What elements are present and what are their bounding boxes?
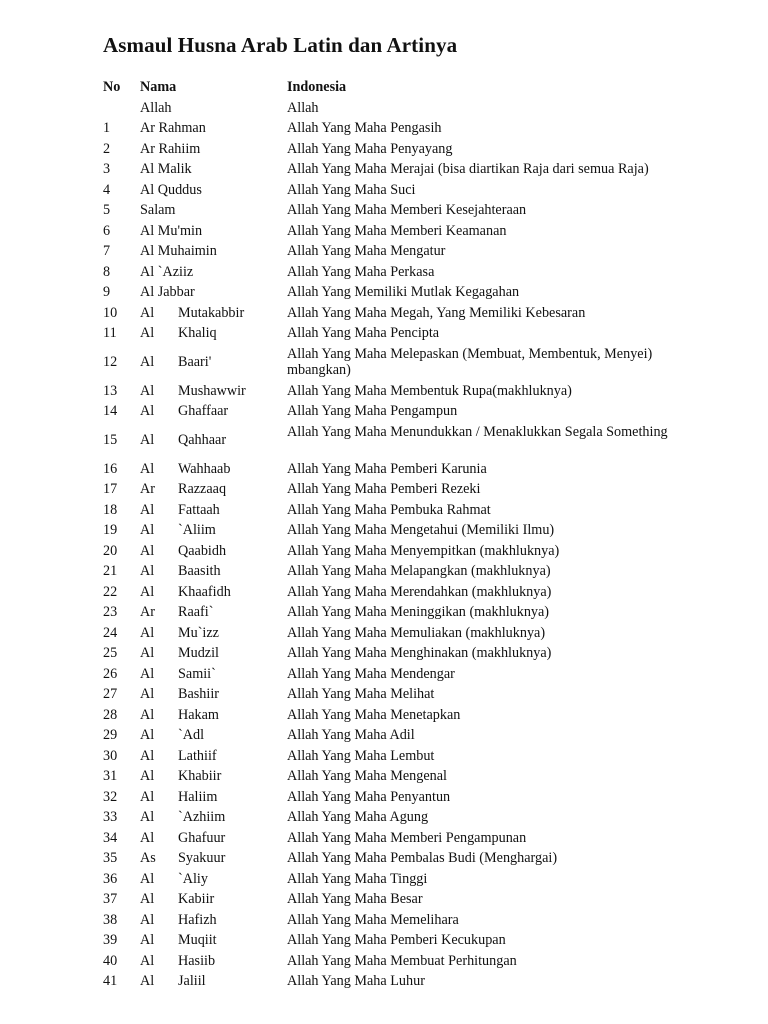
indonesian-meaning: Allah Yang Maha Besar bbox=[287, 891, 423, 907]
row-number: 12 bbox=[103, 353, 118, 370]
name-latin: Al `Aziiz bbox=[140, 263, 194, 280]
name-prefix: Al bbox=[140, 870, 155, 887]
row-number: 14 bbox=[103, 403, 118, 419]
row-number: 21 bbox=[103, 563, 118, 579]
table-row bbox=[103, 889, 733, 910]
table-row bbox=[103, 869, 733, 890]
row-number: 17 bbox=[103, 481, 118, 497]
indonesian-meaning: Allah Yang Maha Memelihara bbox=[287, 911, 459, 928]
table-row bbox=[103, 422, 733, 459]
row-number: 18 bbox=[103, 501, 118, 518]
name-prefix: Al bbox=[140, 403, 155, 419]
indonesian-meaning: Allah Yang Maha Memberi Kesejahteraan bbox=[287, 202, 527, 218]
table-row bbox=[103, 344, 733, 381]
indonesian-meaning: Allah Yang Maha Pembuka Rahmat bbox=[287, 501, 491, 518]
row-number: 38 bbox=[103, 911, 118, 928]
name-prefix: Al bbox=[140, 542, 155, 559]
row-number: 6 bbox=[103, 222, 111, 239]
name-prefix: Al bbox=[140, 768, 155, 784]
row-number: 31 bbox=[103, 768, 118, 784]
indonesian-meaning: Allah Yang Maha Pembalas Budi (Menghargai) bbox=[287, 850, 558, 866]
name-main: Bashiir bbox=[178, 686, 219, 702]
indonesian-meaning: Allah Yang Maha Pemberi Rezeki bbox=[287, 481, 481, 497]
name-prefix: Al bbox=[140, 809, 155, 825]
table-row bbox=[103, 828, 733, 849]
row-number: 25 bbox=[103, 645, 118, 661]
name-prefix: Al bbox=[140, 304, 155, 321]
row-number: 35 bbox=[103, 850, 118, 866]
table-row bbox=[103, 282, 733, 303]
indonesian-meaning: Allah Yang Maha Tinggi bbox=[287, 870, 428, 887]
name-prefix: Al bbox=[140, 522, 155, 538]
name-main: Qaabidh bbox=[178, 542, 227, 559]
name-prefix: Al bbox=[140, 645, 155, 661]
indonesian-meaning: Allah Yang Maha Mengenal bbox=[287, 768, 447, 784]
name-prefix: Al bbox=[140, 583, 155, 600]
table-row bbox=[103, 221, 733, 242]
name-latin: Al Jabbar bbox=[140, 284, 195, 300]
name-main: Syakuur bbox=[178, 850, 226, 866]
table-row bbox=[103, 787, 733, 808]
table-row bbox=[103, 930, 733, 951]
table-row bbox=[103, 200, 733, 221]
row-number: 33 bbox=[103, 809, 118, 825]
row-number: 20 bbox=[103, 542, 118, 559]
table-row bbox=[103, 684, 733, 705]
row-number: 8 bbox=[103, 263, 111, 280]
name-main: Khabiir bbox=[178, 768, 222, 784]
indonesian-meaning: Allah Yang Maha Mengatur bbox=[287, 243, 446, 259]
name-main: Ghaffaar bbox=[178, 403, 229, 419]
table-body bbox=[103, 98, 733, 992]
name-prefix: Al bbox=[140, 973, 155, 989]
row-number: 29 bbox=[103, 727, 118, 743]
name-prefix: Al bbox=[140, 932, 155, 948]
header-indonesia: Indonesia bbox=[287, 79, 347, 95]
name-main: Baasith bbox=[178, 563, 221, 579]
row-number: 11 bbox=[103, 325, 117, 341]
row-number: 28 bbox=[103, 706, 118, 723]
indonesian-meaning: Allah Yang Maha Merajai (bisa diartikan Raja dari semua Raja) bbox=[287, 161, 649, 177]
table-row bbox=[103, 971, 733, 992]
indonesian-meaning: Allah Yang Maha Adil bbox=[287, 727, 415, 743]
row-number: 9 bbox=[103, 284, 111, 300]
row-number: 22 bbox=[103, 583, 118, 600]
name-prefix: Al bbox=[140, 727, 155, 743]
name-main: Muqiit bbox=[178, 932, 217, 948]
row-number: 27 bbox=[103, 686, 118, 702]
names-table bbox=[103, 77, 733, 992]
row-number: 19 bbox=[103, 522, 118, 538]
row-number: 16 bbox=[103, 460, 118, 477]
table-row bbox=[103, 520, 733, 541]
name-prefix: Al bbox=[140, 382, 155, 399]
row-number: 1 bbox=[103, 120, 111, 136]
name-main: Khaliq bbox=[178, 325, 217, 341]
indonesian-meaning: Allah bbox=[287, 99, 319, 116]
row-number: 32 bbox=[103, 788, 118, 805]
table-row bbox=[103, 262, 733, 283]
indonesian-meaning: Allah Yang Maha Lembut bbox=[287, 747, 435, 764]
table-row bbox=[103, 241, 733, 262]
indonesian-meaning: Allah Yang Maha Luhur bbox=[287, 973, 425, 989]
name-main: Mutakabbir bbox=[178, 304, 245, 321]
table-row bbox=[103, 725, 733, 746]
name-prefix: Al bbox=[140, 353, 155, 370]
row-number: 24 bbox=[103, 624, 118, 641]
name-latin: Salam bbox=[140, 202, 176, 218]
name-prefix: Al bbox=[140, 460, 155, 477]
row-number: 3 bbox=[103, 161, 111, 177]
indonesian-meaning: Allah Yang Maha Menetapkan bbox=[287, 706, 461, 723]
table-row bbox=[103, 623, 733, 644]
name-main: Baari' bbox=[178, 353, 212, 370]
row-number: 4 bbox=[103, 181, 111, 198]
row-number: 36 bbox=[103, 870, 118, 887]
table-row bbox=[103, 951, 733, 972]
name-prefix: As bbox=[140, 850, 156, 866]
name-latin: Al Malik bbox=[140, 161, 192, 177]
table-row bbox=[103, 664, 733, 685]
indonesian-meaning: Allah Yang Maha Mendengar bbox=[287, 665, 455, 682]
name-main: Jaliil bbox=[178, 973, 206, 989]
table-row bbox=[103, 139, 733, 160]
table-row bbox=[103, 303, 733, 324]
table-row bbox=[103, 766, 733, 787]
name-main: Lathiif bbox=[178, 747, 217, 764]
table-row bbox=[103, 500, 733, 521]
header-name: Nama bbox=[140, 79, 177, 95]
row-number: 37 bbox=[103, 891, 118, 907]
table-row bbox=[103, 705, 733, 726]
name-prefix: Al bbox=[140, 325, 155, 341]
row-number: 40 bbox=[103, 952, 118, 969]
name-main: `Adl bbox=[178, 727, 205, 743]
indonesian-meaning: Allah Yang Maha Memberi Pengampunan bbox=[287, 829, 527, 846]
name-latin: Al Muhaimin bbox=[140, 243, 217, 259]
row-number: 5 bbox=[103, 202, 111, 218]
row-number: 39 bbox=[103, 932, 118, 948]
name-main: Haliim bbox=[178, 788, 218, 805]
name-prefix: Al bbox=[140, 665, 155, 682]
table-row bbox=[103, 459, 733, 480]
indonesian-meaning: Allah Yang Maha Membuat Perhitungan bbox=[287, 952, 517, 969]
name-latin: Allah bbox=[140, 99, 172, 116]
name-main: Ghafuur bbox=[178, 829, 226, 846]
name-latin: Ar Rahiim bbox=[140, 140, 201, 157]
name-main: `Azhiim bbox=[178, 809, 226, 825]
table-row bbox=[103, 807, 733, 828]
name-prefix: Al bbox=[140, 747, 155, 764]
indonesian-meaning: Allah Yang Maha Pengampun bbox=[287, 403, 458, 419]
table-row bbox=[103, 159, 733, 180]
name-prefix: Al bbox=[140, 501, 155, 518]
table-header bbox=[103, 77, 733, 98]
table-row bbox=[103, 561, 733, 582]
table-row bbox=[103, 848, 733, 869]
table-row bbox=[103, 582, 733, 603]
row-number: 10 bbox=[103, 304, 118, 321]
table-row bbox=[103, 381, 733, 402]
name-main: Hasiib bbox=[178, 952, 216, 969]
row-number: 30 bbox=[103, 747, 118, 764]
name-latin: Al Mu'min bbox=[140, 222, 203, 239]
table-row bbox=[103, 910, 733, 931]
table-row bbox=[103, 746, 733, 767]
row-number: 23 bbox=[103, 604, 118, 620]
name-main: Raafi` bbox=[178, 604, 214, 620]
indonesian-meaning: Allah Yang Maha Agung bbox=[287, 809, 429, 825]
indonesian-meaning: Allah Yang Maha Penyantun bbox=[287, 788, 451, 805]
name-prefix: Al bbox=[140, 911, 155, 928]
row-number: 15 bbox=[103, 431, 118, 448]
indonesian-meaning: Allah Yang Maha Melepaskan (Membuat, Membentuk, Menyei) mbangkan) bbox=[287, 345, 653, 378]
indonesian-meaning: Allah Yang Maha Penyayang bbox=[287, 140, 453, 157]
table-row bbox=[103, 541, 733, 562]
indonesian-meaning: Allah Yang Maha Menghinakan (makhluknya) bbox=[287, 645, 552, 661]
indonesian-meaning: Allah Yang Maha Pemberi Kecukupan bbox=[287, 932, 506, 948]
name-prefix: Al bbox=[140, 624, 155, 641]
indonesian-meaning: Allah Yang Maha Mengetahui (Memiliki Ilmu) bbox=[287, 522, 555, 538]
table-row bbox=[103, 643, 733, 664]
indonesian-meaning: Allah Yang Maha Melapangkan (makhluknya) bbox=[287, 563, 551, 579]
name-prefix: Al bbox=[140, 563, 155, 579]
name-main: `Aliy bbox=[178, 870, 208, 887]
indonesian-meaning: Allah Yang Maha Pemberi Karunia bbox=[287, 460, 487, 477]
name-main: Mudzil bbox=[178, 645, 219, 661]
indonesian-meaning: Allah Yang Maha Memberi Keamanan bbox=[287, 222, 507, 239]
indonesian-meaning: Allah Yang Maha Menundukkan / Menaklukkan Segala Something bbox=[287, 423, 668, 440]
name-main: Mu`izz bbox=[178, 624, 219, 641]
table-row bbox=[103, 323, 733, 344]
name-prefix: Al bbox=[140, 829, 155, 846]
row-number: 34 bbox=[103, 829, 118, 846]
indonesian-meaning: Allah Yang Maha Melihat bbox=[287, 686, 435, 702]
indonesian-meaning: Allah Yang Maha Merendahkan (makhluknya) bbox=[287, 583, 552, 600]
name-latin: Ar Rahman bbox=[140, 120, 206, 136]
table-row bbox=[103, 479, 733, 500]
indonesian-meaning: Allah Yang Maha Meninggikan (makhluknya) bbox=[287, 604, 550, 620]
row-number: 13 bbox=[103, 382, 118, 399]
name-prefix: Al bbox=[140, 891, 155, 907]
indonesian-meaning: Allah Yang Memiliki Mutlak Kegagahan bbox=[287, 284, 520, 300]
name-main: Kabiir bbox=[178, 891, 215, 907]
name-prefix: Ar bbox=[140, 604, 155, 620]
name-prefix: Al bbox=[140, 686, 155, 702]
indonesian-meaning: Allah Yang Maha Suci bbox=[287, 181, 416, 198]
name-main: Fattaah bbox=[178, 501, 220, 518]
table-row bbox=[103, 98, 733, 119]
name-main: Khaafidh bbox=[178, 583, 231, 600]
name-main: Wahhaab bbox=[178, 460, 231, 477]
row-number: 26 bbox=[103, 665, 118, 682]
row-number: 41 bbox=[103, 973, 118, 989]
header-no: No bbox=[103, 79, 121, 95]
table-row bbox=[103, 180, 733, 201]
page-title: Asmaul Husna Arab Latin dan Artinya bbox=[103, 33, 458, 57]
name-prefix: Al bbox=[140, 431, 155, 448]
indonesian-meaning: Allah Yang Maha Memuliakan (makhluknya) bbox=[287, 624, 546, 641]
name-main: Razzaaq bbox=[178, 481, 227, 497]
name-latin: Al Quddus bbox=[140, 181, 202, 198]
table-row bbox=[103, 118, 733, 139]
table-row bbox=[103, 602, 733, 623]
table-row bbox=[103, 401, 733, 422]
row-number: 7 bbox=[103, 243, 111, 259]
indonesian-meaning: Allah Yang Maha Membentuk Rupa(makhluknya) bbox=[287, 382, 572, 399]
name-main: `Aliim bbox=[178, 522, 216, 538]
indonesian-meaning: Allah Yang Maha Menyempitkan (makhluknya) bbox=[287, 542, 560, 559]
name-main: Mushawwir bbox=[178, 382, 246, 399]
name-prefix: Al bbox=[140, 706, 155, 723]
name-main: Samii` bbox=[178, 665, 216, 682]
indonesian-meaning: Allah Yang Maha Pengasih bbox=[287, 120, 442, 136]
name-main: Qahhaar bbox=[178, 431, 227, 448]
name-prefix: Al bbox=[140, 952, 155, 969]
name-prefix: Ar bbox=[140, 481, 155, 497]
name-prefix: Al bbox=[140, 788, 155, 805]
indonesian-meaning: Allah Yang Maha Perkasa bbox=[287, 263, 435, 280]
row-number: 2 bbox=[103, 140, 111, 157]
indonesian-meaning: Allah Yang Maha Megah, Yang Memiliki Kebesaran bbox=[287, 304, 586, 321]
name-main: Hafizh bbox=[178, 911, 217, 928]
indonesian-meaning: Allah Yang Maha Pencipta bbox=[287, 325, 440, 341]
name-main: Hakam bbox=[178, 706, 219, 723]
